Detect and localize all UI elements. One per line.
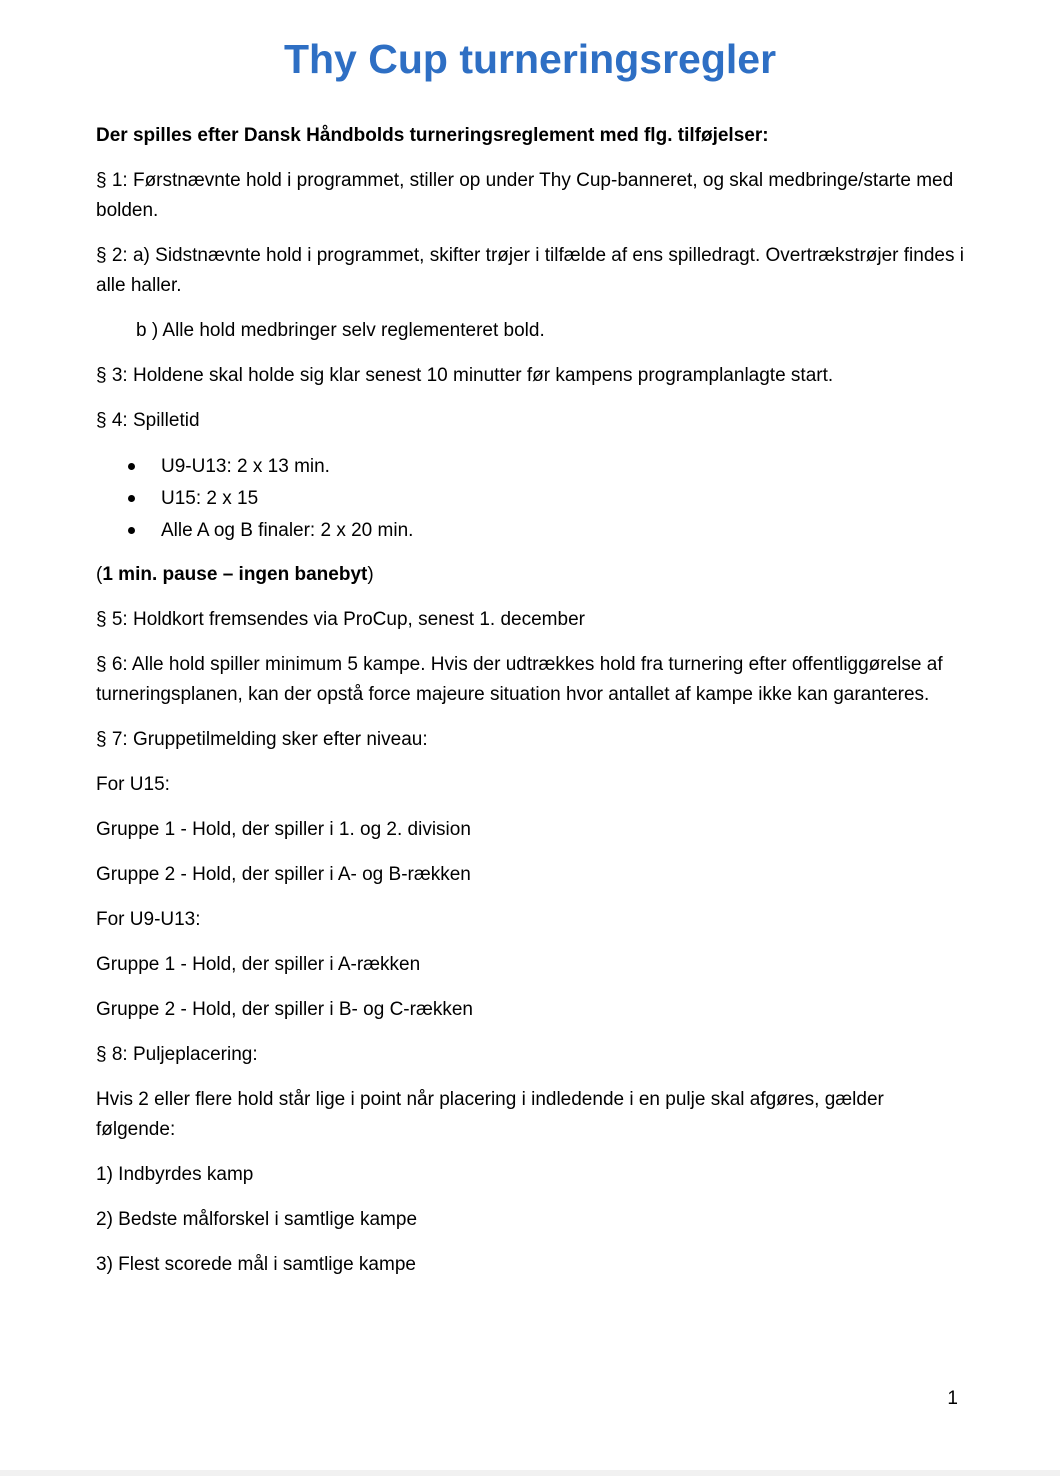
rule-4: § 4: Spilletid (96, 410, 200, 431)
rule-8: § 8: Puljeplacering: (96, 1044, 258, 1065)
page-number: 1 (947, 1388, 958, 1409)
tiebreak-3: 3) Flest scorede mål i samtlige kampe (96, 1254, 416, 1275)
document-body (96, 121, 966, 1295)
page-bottom-edge (0, 1470, 1060, 1476)
document-title: Thy Cup turneringsregler (283, 36, 777, 82)
pause-close: ) (367, 564, 374, 585)
playtime-list (96, 451, 966, 547)
u9-u13-group-2: Gruppe 2 - Hold, der spiller i B- og C-rækken (96, 999, 473, 1020)
bullet-icon (128, 495, 135, 502)
list-item-text: U9-U13: 2 x 13 min. (161, 456, 330, 477)
intro-paragraph: Der spilles efter Dansk Håndbolds turneringsreglement med flg. tilføjelser: (96, 125, 769, 146)
rule-7: § 7: Gruppetilmelding sker efter niveau: (96, 729, 428, 750)
u9-u13-group-1: Gruppe 1 - Hold, der spiller i A-rækken (96, 954, 421, 975)
list-item (161, 451, 966, 483)
u15-heading: For U15: (96, 774, 170, 795)
pause-open: ( (96, 564, 103, 585)
rule-3: § 3: Holdene skal holde sig klar senest 10 minutter før kampens programplanlagte start. (96, 365, 834, 386)
rule-6: § 6: Alle hold spiller minimum 5 kampe. Hvis der udtrækkes hold fra turnering efter offentliggørelse af turneringsplanen, kan der opstå force majeure situation hvor antallet af kampe ikke kan garanteres. (96, 654, 943, 705)
rule-8-text: Hvis 2 eller flere hold står lige i point når placering i indledende i en pulje skal afgøres, gælder følgende: (96, 1089, 884, 1140)
u9-u13-heading: For U9-U13: (96, 909, 201, 930)
rule-5: § 5: Holdkort fremsendes via ProCup, senest 1. december (96, 609, 585, 630)
list-item-text: Alle A og B finaler: 2 x 20 min. (161, 520, 414, 541)
bullet-icon (128, 527, 135, 534)
tiebreak-1: 1) Indbyrdes kamp (96, 1164, 254, 1185)
list-item (161, 515, 966, 547)
bullet-icon (128, 463, 135, 470)
rule-2a: § 2: a) Sidstnævnte hold i programmet, skifter trøjer i tilfælde af ens spilledragt. Overtrækstrøjer findes i alle haller. (96, 245, 964, 296)
list-item (161, 483, 966, 515)
u15-group-2: Gruppe 2 - Hold, der spiller i A- og B-rækken (96, 864, 471, 885)
pause-bold: 1 min. pause – ingen banebyt (102, 564, 368, 585)
pause-note (96, 560, 966, 590)
rule-1: § 1: Førstnævnte hold i programmet, stiller op under Thy Cup-banneret, og skal medbringe/starte med bolden. (96, 170, 954, 221)
tiebreak-2: 2) Bedste målforskel i samtlige kampe (96, 1209, 418, 1230)
rule-2b: b ) Alle hold medbringer selv reglementeret bold. (136, 320, 545, 341)
list-item-text: U15: 2 x 15 (161, 488, 259, 509)
u15-group-1: Gruppe 1 - Hold, der spiller i 1. og 2. division (96, 819, 471, 840)
